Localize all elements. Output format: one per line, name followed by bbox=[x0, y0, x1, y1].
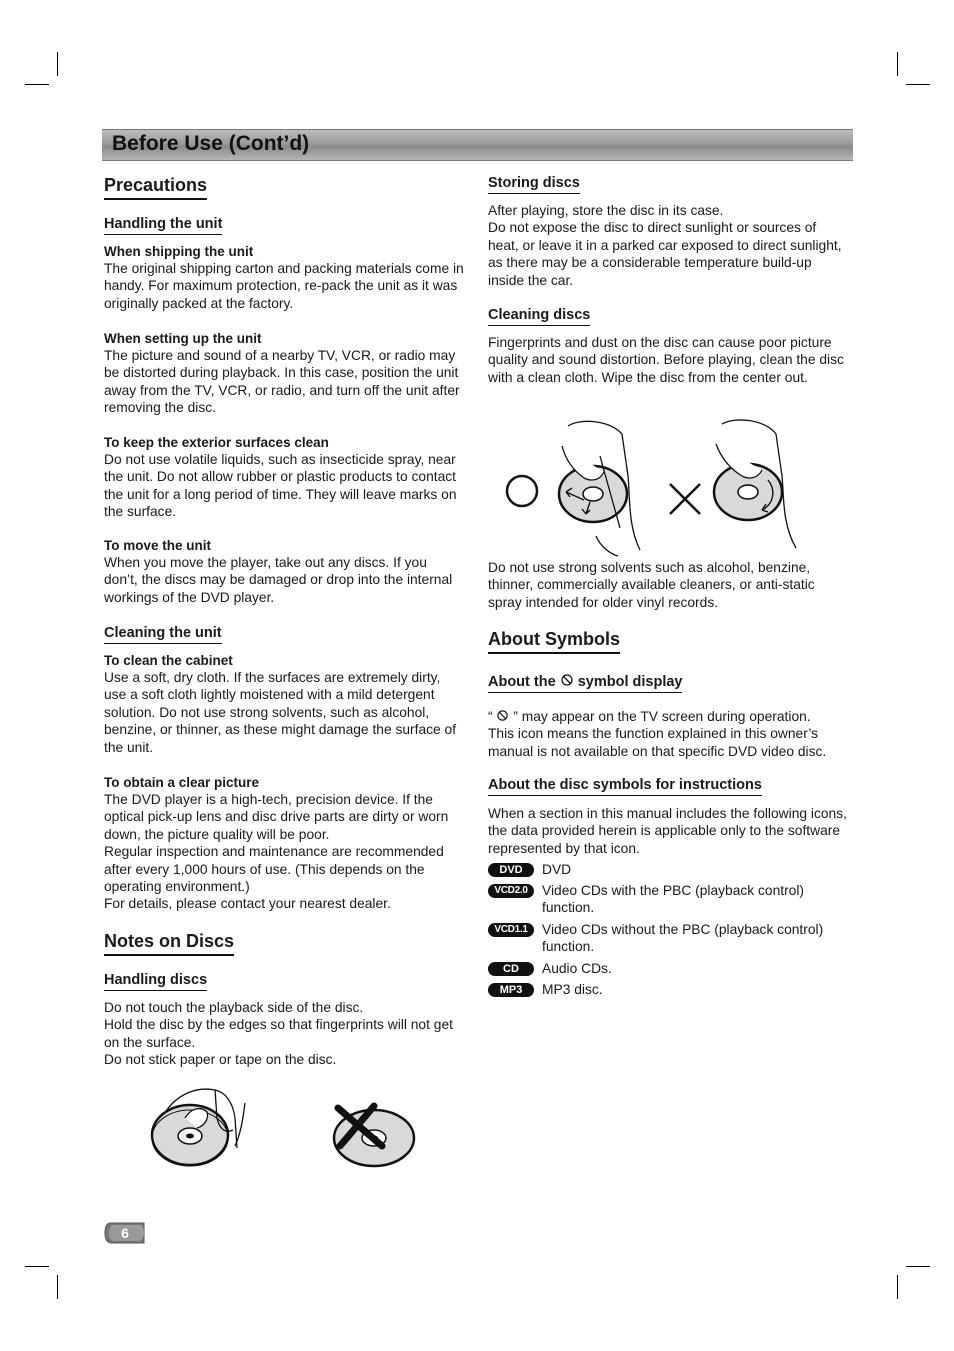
picture-heading: To obtain a clear picture bbox=[104, 775, 260, 790]
prohibited-icon bbox=[496, 709, 509, 722]
handling-discs-text-3: Do not stick paper or tape on the disc. bbox=[104, 1052, 337, 1068]
cleaning-discs-heading-wrap bbox=[488, 306, 590, 326]
page-number: 6 bbox=[121, 1225, 129, 1241]
cleaning-discs-block bbox=[488, 334, 846, 386]
symbol-display-heading-post: symbol display bbox=[577, 674, 683, 690]
handling-discs-heading: Handling discs bbox=[104, 971, 207, 991]
dvd-badge: DVD bbox=[488, 863, 534, 877]
precautions-section bbox=[104, 174, 207, 200]
quote-open: “ bbox=[488, 709, 493, 724]
handling-discs-text-2: Hold the disc by the edges so that fingerprints will not get on the surface. bbox=[104, 1017, 453, 1050]
handling-unit-heading-wrap bbox=[104, 215, 222, 235]
storing-heading: Storing discs bbox=[488, 174, 580, 194]
move-heading: To move the unit bbox=[104, 538, 211, 553]
crop-mark bbox=[25, 1266, 49, 1267]
storing-heading-wrap bbox=[488, 174, 580, 194]
crop-mark bbox=[906, 1266, 930, 1267]
page-number-tab bbox=[104, 1222, 146, 1244]
storing-text-1: After playing, store the disc in its case. bbox=[488, 203, 724, 218]
notes-section bbox=[104, 930, 234, 956]
cleaning-discs-text: Fingerprints and dust on the disc can cause poor picture quality and sound distortion. Before playing, clean the disc with a clean cloth. Wipe the disc from the center out. bbox=[488, 335, 844, 385]
prohibited-icon bbox=[560, 673, 574, 687]
picture-text-1: The DVD player is a high-tech, precision device. If the optical pick-up lens and disc drive parts are dirty or worn down, the picture quality will be poor. bbox=[104, 792, 449, 842]
symbol-display-heading-pre: About the bbox=[488, 674, 556, 690]
picture-text-3: For details, please contact your nearest dealer. bbox=[104, 896, 391, 912]
symbol-text: MP3 disc. bbox=[542, 982, 603, 997]
disc-symbols-block bbox=[488, 805, 850, 857]
exterior-text: Do not use volatile liquids, such as insecticide spray, near the unit. Do not allow rubber or plastic products to contact the unit for a long period of time. They will leave marks on the surface. bbox=[104, 452, 457, 520]
notes-heading: Notes on Discs bbox=[104, 930, 234, 956]
setting-heading: When setting up the unit bbox=[104, 331, 262, 346]
disc-symbols-text: When a section in this manual includes the following icons, the data provided herein is applicable only to the software represented by that icon. bbox=[488, 806, 847, 856]
picture-text-2: Regular inspection and maintenance are recommended after every 1,000 hours of use. (This depends on the operating environment.) bbox=[104, 844, 444, 895]
symbol-display-heading bbox=[488, 673, 682, 693]
symbol-display-heading-wrap bbox=[488, 673, 682, 693]
move-block bbox=[104, 537, 464, 606]
solvents-text: Do not use strong solvents such as alcohol, benzine, thinner, commercially available cleaners, or anti-static spray intended for older vinyl records. bbox=[488, 560, 815, 610]
symbol-row-dvd bbox=[488, 861, 850, 878]
storing-text-2: Do not expose the disc to direct sunlight or sources of heat, or leave it in a parked car exposed to direct sunlight, as there may be a considerable temperature build-up inside the car. bbox=[488, 220, 842, 288]
vcd11-badge: VCD1.1 bbox=[488, 923, 534, 937]
section-header-bar bbox=[102, 129, 853, 161]
no-touch-disc-illustration bbox=[328, 1100, 420, 1170]
symbol-text: Video CDs with the PBC (playback control) function. bbox=[542, 883, 804, 916]
setting-block bbox=[104, 330, 464, 417]
symbol-display-text: This icon means the function explained in this owner’s manual is not available on that specific DVD video disc. bbox=[488, 726, 827, 759]
symbol-display-line-1 bbox=[488, 708, 850, 725]
crop-mark bbox=[897, 1275, 898, 1299]
exterior-heading: To keep the exterior surfaces clean bbox=[104, 435, 329, 450]
cleaning-disc-illustration bbox=[500, 416, 800, 558]
page-title: Before Use (Cont’d) bbox=[112, 132, 310, 155]
cd-badge: CD bbox=[488, 962, 534, 976]
shipping-heading: When shipping the unit bbox=[104, 244, 254, 259]
precautions-heading: Precautions bbox=[104, 174, 207, 200]
symbol-text: DVD bbox=[542, 862, 572, 877]
crop-mark bbox=[897, 52, 898, 76]
symbol-row-mp3 bbox=[488, 981, 850, 998]
hold-disc-illustration bbox=[145, 1078, 255, 1173]
cabinet-heading: To clean the cabinet bbox=[104, 653, 233, 668]
picture-block bbox=[104, 774, 464, 913]
crop-mark bbox=[57, 1275, 58, 1299]
disc-symbols-heading-wrap bbox=[488, 776, 762, 796]
cabinet-text: Use a soft, dry cloth. If the surfaces are extremely dirty, use a soft cloth lightly moistened with a mild detergent solution. Do not use strong solvents, such as alcohol, benzine, or thinner, as these might damage the surface of the unit. bbox=[104, 670, 457, 755]
cleaning-discs-heading: Cleaning discs bbox=[488, 306, 590, 326]
crop-mark bbox=[57, 52, 58, 76]
symbol-row-vcd20 bbox=[488, 882, 850, 917]
symbols-section bbox=[488, 628, 620, 654]
symbol-text: Audio CDs. bbox=[542, 961, 612, 976]
move-text: When you move the player, take out any discs. If you don’t, the discs may be damaged or drop into the internal workings of the DVD player. bbox=[104, 555, 453, 605]
solvents-block bbox=[488, 559, 850, 611]
vcd20-badge: VCD2.0 bbox=[488, 884, 534, 898]
handling-discs-text-1: Do not touch the playback side of the disc. bbox=[104, 1000, 364, 1015]
handling-discs-block bbox=[104, 999, 464, 1069]
symbol-display-block bbox=[488, 708, 850, 760]
symbol-row-vcd11 bbox=[488, 921, 850, 956]
cleaning-unit-heading: Cleaning the unit bbox=[104, 624, 222, 644]
cabinet-block bbox=[104, 652, 464, 756]
disc-symbols-heading: About the disc symbols for instructions bbox=[488, 776, 762, 796]
crop-mark bbox=[25, 84, 49, 85]
quote-rest: ” may appear on the TV screen during operation. bbox=[513, 709, 811, 724]
symbol-row-cd bbox=[488, 960, 850, 977]
mp3-badge: MP3 bbox=[488, 983, 534, 997]
symbol-text: Video CDs without the PBC (playback control) function. bbox=[542, 922, 824, 955]
handling-discs-heading-wrap bbox=[104, 971, 207, 991]
storing-block bbox=[488, 202, 850, 289]
shipping-text: The original shipping carton and packing materials come in handy. For maximum protection, re-pack the unit as it was originally packed at the factory. bbox=[104, 261, 464, 311]
symbols-heading: About Symbols bbox=[488, 628, 620, 654]
shipping-block bbox=[104, 243, 464, 312]
setting-text: The picture and sound of a nearby TV, VCR, or radio may be distorted during playback. In this case, position the unit away from the TV, VCR, or radio, and turn off the unit after removing the disc. bbox=[104, 348, 460, 416]
handling-unit-heading: Handling the unit bbox=[104, 215, 222, 235]
correct-circle-icon bbox=[507, 476, 537, 506]
exterior-block bbox=[104, 434, 464, 521]
crop-mark bbox=[906, 84, 930, 85]
cleaning-unit-heading-wrap bbox=[104, 624, 222, 644]
